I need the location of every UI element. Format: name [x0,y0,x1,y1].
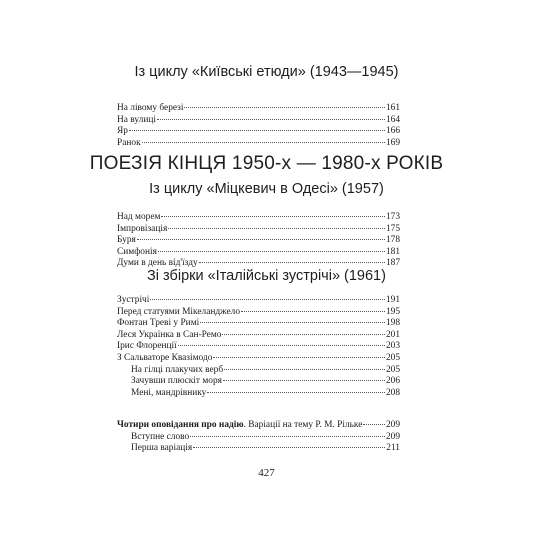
toc-entry-title: З Сальваторе Квазімодо [117,352,213,363]
toc-entry-page: 205 [385,364,400,375]
toc-entry-page: 209 [385,420,400,430]
toc-entry-page: 205 [385,352,400,363]
dot-leader [190,436,385,437]
toc-entry-page: 211 [386,443,400,454]
toc-entry-page: 164 [385,114,400,125]
toc-entry [117,115,400,127]
toc-entry-page: 166 [385,126,400,137]
toc-entry-title-bold: Чотири оповідання про надію [117,420,244,430]
toc-entry-page: 181 [385,246,400,257]
section-heading-kyiv-etudes: Із циклу «Київські етюди» (1943—1945) [134,64,399,80]
page-number: 427 [258,467,275,479]
toc-entry-title: Буря [117,235,136,246]
toc-entry-page: 175 [385,223,400,234]
toc-entry-title: На лівому березі [117,103,184,113]
dot-leader [363,424,385,425]
toc-subentry [117,388,400,400]
toc-entry-page: 195 [385,306,400,317]
toc-subentry [117,443,400,455]
toc-entry-title: Фонтан Треві у Римі [117,318,200,329]
toc-entry [117,247,400,259]
toc-entry-page: 201 [385,329,400,340]
dot-leader [137,239,385,240]
toc-entry-title: Леся Українка в Сан-Ремо [117,329,222,340]
toc-subentry [117,365,400,377]
dot-leader [168,228,385,229]
toc-entry-page: 208 [385,387,400,398]
toc-entry [117,138,400,150]
toc-entry-title: Імпровізація [117,223,168,234]
dot-leader [157,119,385,120]
toc-subentry [117,432,400,444]
dot-leader [224,369,385,370]
toc-entry [117,212,400,224]
toc-entry-page: 198 [385,318,400,329]
toc-entry-title: Зустрічі [117,295,150,305]
dot-leader [222,334,384,335]
toc-entry-page: 187 [385,258,400,269]
toc-entry [117,330,400,342]
toc-entry [117,318,400,330]
dot-leader [150,299,385,300]
toc-entry [117,235,400,247]
toc-entry-page: 209 [385,431,400,442]
part-title: ПОЕЗІЯ КІНЦЯ 1950-х — 1980-х РОКІВ [89,153,444,174]
toc-entry-page: 206 [385,376,400,387]
dot-leader [142,142,385,143]
toc-entry-title: На вулиці [117,114,156,125]
dot-leader [241,311,385,312]
toc-entry-page: 203 [385,341,400,352]
toc-entry-title: Вступне слово [131,431,190,442]
toc-list-kyiv-etudes [117,103,400,149]
toc-entry-title-rest: . Варіації на тему Р. М. Рільке [243,420,363,430]
toc-entry-title: Яр [117,126,128,137]
toc-entry [117,295,400,307]
dot-leader [199,262,385,263]
dot-leader [193,447,385,448]
toc-entry-page: 178 [385,235,400,246]
toc-entry-title: Симфонія [117,246,157,257]
toc-entry [117,224,400,236]
toc-list-mickiewicz [117,212,400,270]
toc-entry-title: Перед статуями Мікеланджело [117,306,241,317]
toc-entry-page: 191 [385,295,400,305]
section-heading-italian-meetings: Зі збірки «Італійські зустрічі» (1961) [147,268,386,284]
toc-entry [117,353,400,365]
toc-entry-title: Перша варіація [131,443,193,454]
toc-entry-page: 169 [385,137,400,148]
toc-entry-page: 161 [385,103,400,113]
dot-leader [213,357,385,358]
toc-entry-title: Ірис Флоренції [117,341,177,352]
toc-subentry [117,376,400,388]
toc-entry-title: Ранок [117,137,141,148]
toc-entry-title: Над морем [117,212,161,222]
dot-leader [200,322,385,323]
toc-list-four-stories [117,420,400,455]
section-heading-mickiewicz: Із циклу «Міцкевич в Одесі» (1957) [149,181,384,197]
toc-entry-page: 173 [385,212,400,222]
toc-entry-title: Мені, мандрівнику [131,387,207,398]
dot-leader [207,392,385,393]
dot-leader [178,345,385,346]
toc-entry-title: На гілці плакучих верб [131,364,224,375]
toc-entry [117,103,400,115]
toc-entry-title: Зачувши плюскіт моря [131,376,222,387]
toc-entry [117,307,400,319]
toc-entry [117,420,400,432]
dot-leader [161,216,384,217]
dot-leader [129,130,385,131]
toc-entry [117,126,400,138]
toc-entry [117,341,400,353]
dot-leader [223,380,385,381]
toc-list-italian-meetings [117,295,400,399]
dot-leader [158,251,385,252]
toc-entry-title: Думи в день від'їзду [117,258,198,269]
dot-leader [184,107,384,108]
toc-entry-title [117,420,362,432]
